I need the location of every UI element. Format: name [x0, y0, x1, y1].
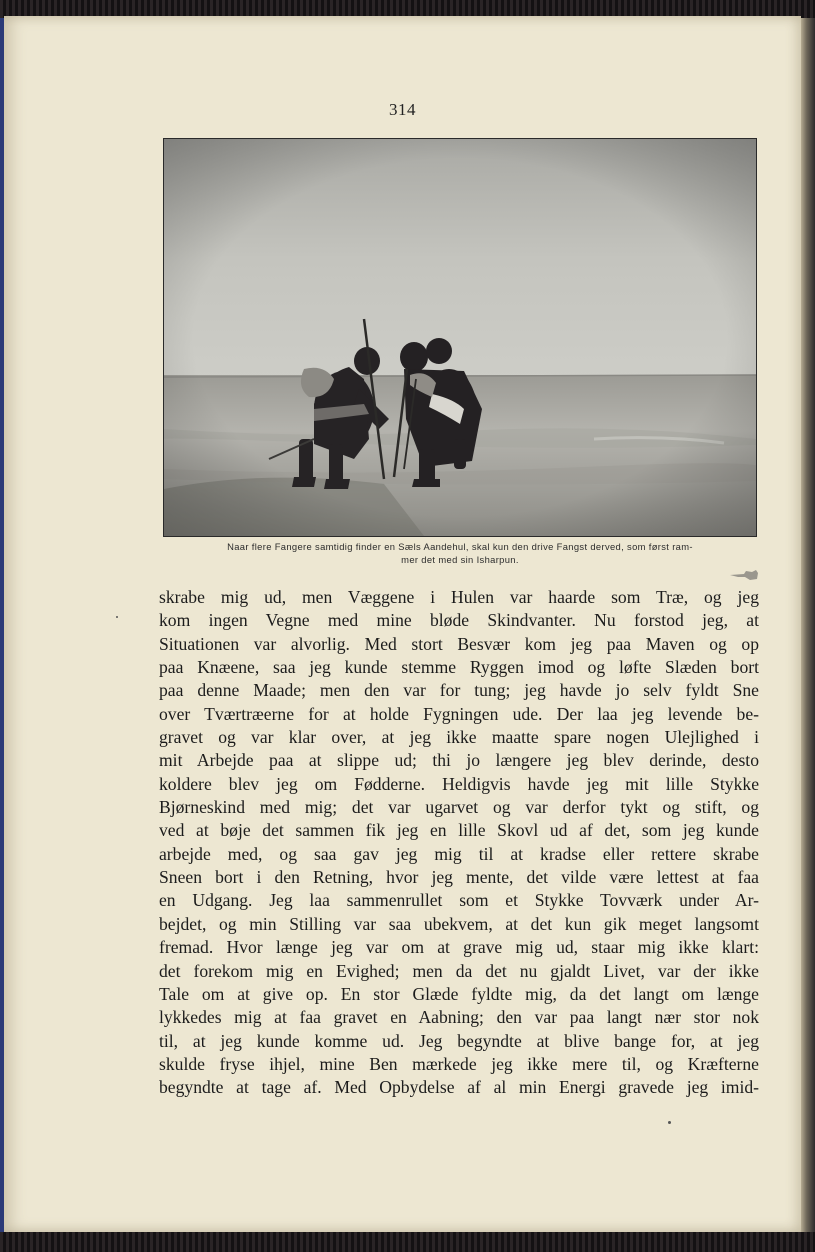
text-line: paa Knæene, saa jeg kunde stemme Ryggen imod og løfte Slæden bort: [159, 657, 759, 678]
text-line: kom ingen Vegne med mine bløde Skindvanter. Nu forstod jeg, at: [159, 610, 759, 631]
text-line: mit Arbejde paa at slippe ud; thi jo længere jeg blev derinde, desto: [159, 750, 759, 771]
text-line: paa denne Maade; men den var for tung; jeg havde jo selv fyldt Sne: [159, 680, 759, 701]
text-line: Situationen var alvorlig. Med stort Besvær kom jeg paa Maven og op: [159, 633, 759, 654]
text-line: skrabe mig ud, men Væggene i Hulen var haarde som Træ, og jeg: [159, 587, 759, 607]
text-line: arbejde med, og saa gav jeg mig til at kradse eller rettere skrabe: [159, 843, 759, 864]
text-line: en Udgang. Jeg laa sammenrullet som et Stykke Tovværk under Ar-: [159, 890, 759, 911]
page-number: 314: [389, 100, 416, 119]
text-line: ved at bøje det sammen fik jeg en lille Skovl ud af det, som jeg kunde: [159, 820, 759, 841]
caption-line: Naar flere Fangere samtidig finder en Sæls Aandehul, skal kun den drive Fangst derved, som først ram-: [227, 541, 693, 552]
photograph: [163, 138, 757, 537]
text-line: gravet og var klar over, at jeg ikke maatte spare nogen Ulejlighed i: [159, 727, 759, 748]
text-line: Tale om at give op. En stor Glæde fyldte mig, da det langt om længe: [159, 983, 759, 1004]
text-line: lykkedes mig at faa gravet en Aabning; den var paa langt nær stor nok: [159, 1007, 759, 1028]
text-line: fremad. Hvor længe jeg var om at grave mig ud, staar mig ikke klart:: [159, 937, 759, 958]
text-line: Sneen bort i den Retning, hvor jeg mente, det vilde være lettest at faa: [159, 867, 759, 888]
book-spine: [801, 18, 815, 1232]
book-bottom-edge: [0, 1232, 815, 1252]
text-line: Bjørneskind med mig; det var ugarvet og var derfor tykt og stift, og: [159, 797, 759, 818]
ink-mark-icon: [730, 569, 758, 581]
text-line: begyndte at tage af. Med Opbydelse af al min Energi gravede jeg imid-: [159, 1077, 759, 1098]
text-line: koldere blev jeg om Fødderne. Heldigvis havde jeg mit lille Stykke: [159, 773, 759, 794]
book-page: [4, 16, 801, 1232]
text-line: skulde fryse ihjel, mine Ben mærkede jeg ikke mere til, og Kræfterne: [159, 1053, 759, 1074]
text-line: til, at jeg kunde komme ud. Jeg begyndte at blive bange for, at jeg: [159, 1030, 759, 1051]
text-line: over Tværtræerne for at holde Fygningen ude. Der laa jeg levende be-: [159, 703, 759, 724]
caption-line: mer det med sin Isharpun.: [401, 554, 519, 565]
paper-speck: [116, 616, 118, 618]
text-line: bejdet, og min Stilling var saa ubekvem, at det kun gik meget langsomt: [159, 913, 759, 934]
paper-speck: [668, 1121, 671, 1124]
photo-hunters-on-ice-icon: [164, 139, 756, 536]
body-text: [159, 586, 759, 1100]
text-line: det forekom mig en Evighed; men da det nu gjaldt Livet, var der ikke: [159, 960, 759, 981]
photo-caption: [154, 540, 766, 566]
